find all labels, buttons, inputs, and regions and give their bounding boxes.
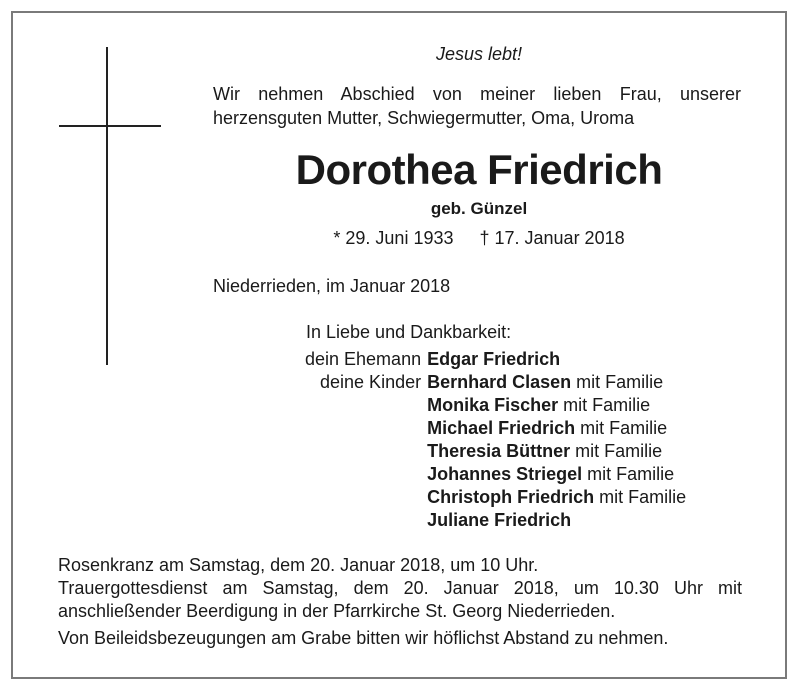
mourner-name: Bernhard Clasen: [427, 372, 572, 392]
mourner-name: Michael Friedrich: [427, 418, 576, 438]
intro-line-1: Wir nehmen Abschied von meiner lieben Frau, unserer: [213, 84, 741, 104]
mourner-suffix: mit Familie: [599, 487, 687, 507]
mourner-suffix: mit Familie: [576, 372, 664, 392]
mourner-suffix: mit Familie: [587, 464, 675, 484]
birth-name: geb. Günzel: [430, 199, 528, 218]
mourner-relation: [305, 463, 427, 486]
cross-icon-bar: [59, 125, 161, 127]
mourner-row: [305, 486, 686, 509]
mourner-suffix: mit Familie: [580, 418, 668, 438]
mourner-suffix: mit Familie: [575, 441, 663, 461]
mourner-name: Theresia Büttner: [427, 441, 571, 461]
motto: Jesus lebt!: [435, 44, 523, 64]
burial-info: anschließender Beerdigung in der Pfarrkirche St. Georg Niederrieden.: [58, 601, 616, 621]
mourner-relation: [305, 440, 427, 463]
mourner-name: Johannes Striegel: [427, 464, 583, 484]
cross-icon: [106, 47, 108, 365]
mourner-relation: [305, 394, 427, 417]
mourner-relation: [305, 486, 427, 509]
service-info: [58, 554, 742, 650]
intro-text: [213, 82, 741, 130]
mourner-relation: deine Kinder: [320, 372, 422, 392]
mourner-row: [305, 371, 686, 394]
mourner-name: Edgar Friedrich: [427, 349, 561, 369]
mourners-list: [305, 348, 686, 532]
deceased-name: Dorothea Friedrich: [295, 146, 663, 193]
rosary-info: Rosenkranz am Samstag, dem 20. Januar 2018, um 10 Uhr.: [58, 555, 539, 575]
mourner-name: Christoph Friedrich: [427, 487, 595, 507]
birth-date: * 29. Juni 1933: [333, 228, 454, 248]
mourner-row: [305, 394, 686, 417]
condolence-note: Von Beileidsbezeugungen am Grabe bitten wir höflichst Abstand zu nehmen.: [58, 628, 669, 648]
mourner-name: Monika Fischer: [427, 395, 559, 415]
mourner-suffix: mit Familie: [563, 395, 651, 415]
place-date: Niederrieden, im Januar 2018: [213, 276, 451, 296]
thanks-heading: In Liebe und Dankbarkeit:: [306, 322, 512, 342]
death-date: † 17. Januar 2018: [479, 228, 625, 248]
mourner-relation: [305, 509, 427, 532]
mourner-row: [305, 417, 686, 440]
mourner-row: [305, 348, 686, 371]
intro-line-2: herzensguten Mutter, Schwiegermutter, Oma, Uroma: [213, 108, 635, 128]
life-dates: [213, 228, 745, 249]
mourner-row: [305, 440, 686, 463]
funeral-service-info: Trauergottesdienst am Samstag, dem 20. Januar 2018, um 10.30 Uhr mit: [58, 578, 742, 598]
mourner-relation: [305, 417, 427, 440]
mourner-row: [305, 463, 686, 486]
mourner-name: Juliane Friedrich: [427, 510, 572, 530]
mourner-relation: dein Ehemann: [305, 349, 422, 369]
mourner-row: [305, 509, 686, 532]
